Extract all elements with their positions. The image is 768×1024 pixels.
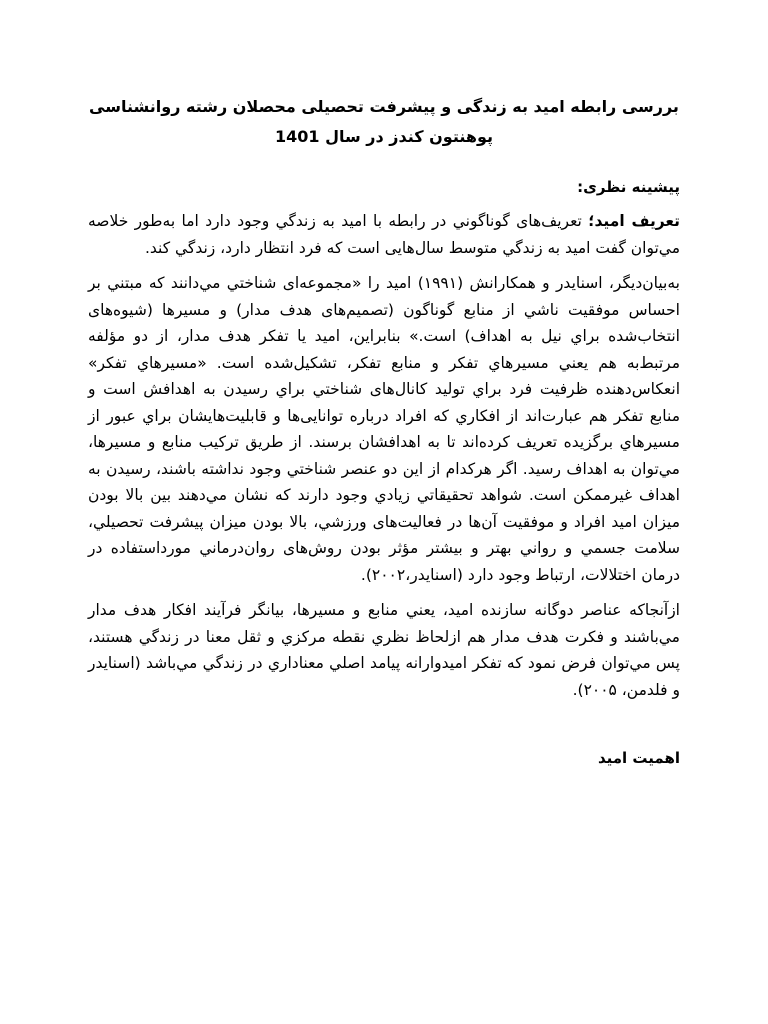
document-title: بررسی رابطه امید به زندگی و پیشرفت تحصیلی محصلان رشته روانشناسی پوهنتون کندز در سال 1401 bbox=[89, 97, 679, 146]
body-paragraph-2: به‌بیان‌دیگر، اسنایدر و همکارانش (۱۹۹۱) امید را «مجموعه‌ای شناختي مي‌دانند که مبتني بر احساس موفقیت ناشي از منابع گوناگون (تصمیم‌های هدف مدار) و مسیرها (شیوه‌های انتخاب‌شده براي نیل به اهداف) است.» بنابراین، امید یا تفکر هدف مدار، از دو مؤلفه مرتبط‌به هم یعني مسیرهاي تفکر و منابع تفکر، تشکیل‌شده است. «مسیرهاي تفکر» انعکاس‌دهنده ظرفیت فرد براي تولید کانال‌های شناختي براي رسیدن به اهدافش است و منابع تفکر هم عبارت‌اند از افکاري که افراد درباره توانایی‌ها و قابلیت‌هایشان براي عبور از مسیرهاي برگزیده تعریف کرده‌اند تا به اهدافشان برسند. از طریق ترکیب منابع و مسیرها، مي‌توان به اهداف رسید. اگر هرکدام از این دو عنصر شناختي وجود نداشته باشند، رسیدن به اهداف غیرممکن است. شواهد تحقیقاتي زیادي وجود دارند که نشان مي‌دهند بین بالا بودن میزان امید افراد و موفقیت آن‌ها در فعالیت‌های ورزشي، بالا بودن میزان پیشرفت تحصیلي، سلامت جسمي و رواني بهتر و بیشتر مؤثر بودن روش‌های روان‌درماني مورداستفاده در درمان اختلالات، ارتباط وجود دارد (اسنایدر،۲۰۰۲). bbox=[88, 274, 680, 584]
definition-term: تعریف امید؛ bbox=[588, 212, 680, 230]
section-heading: پیشینه نظری: bbox=[577, 178, 680, 196]
definition-paragraph bbox=[88, 208, 680, 261]
next-section-heading: اهمیت امید bbox=[597, 749, 680, 767]
definition-text: تعریف‌های گوناگوني در رابطه با امید به زندگي وجود دارد اما به‌طور خلاصه مي‌توان گفت امید به زندگي متوسط سال‌هایی است که فرد انتظار دارد، زندگي کند. bbox=[88, 212, 680, 257]
body-paragraph-3: ازآنجاکه عناصر دوگانه سازنده امید، یعني منابع و مسیرها، بیانگر فرآیند افکار هدف مدار مي‌باشند و فکرت هدف مدار هم ازلحاظ نظري نقطه مرکزي و ثقل معنا در زندگي هستند، پس مي‌توان فرض نمود که تفکر امیدوارانه پیامد اصلي معناداري در زندگي مي‌باشد (اسنایدر و فلدمن، ۲۰۰۵). bbox=[88, 601, 680, 699]
